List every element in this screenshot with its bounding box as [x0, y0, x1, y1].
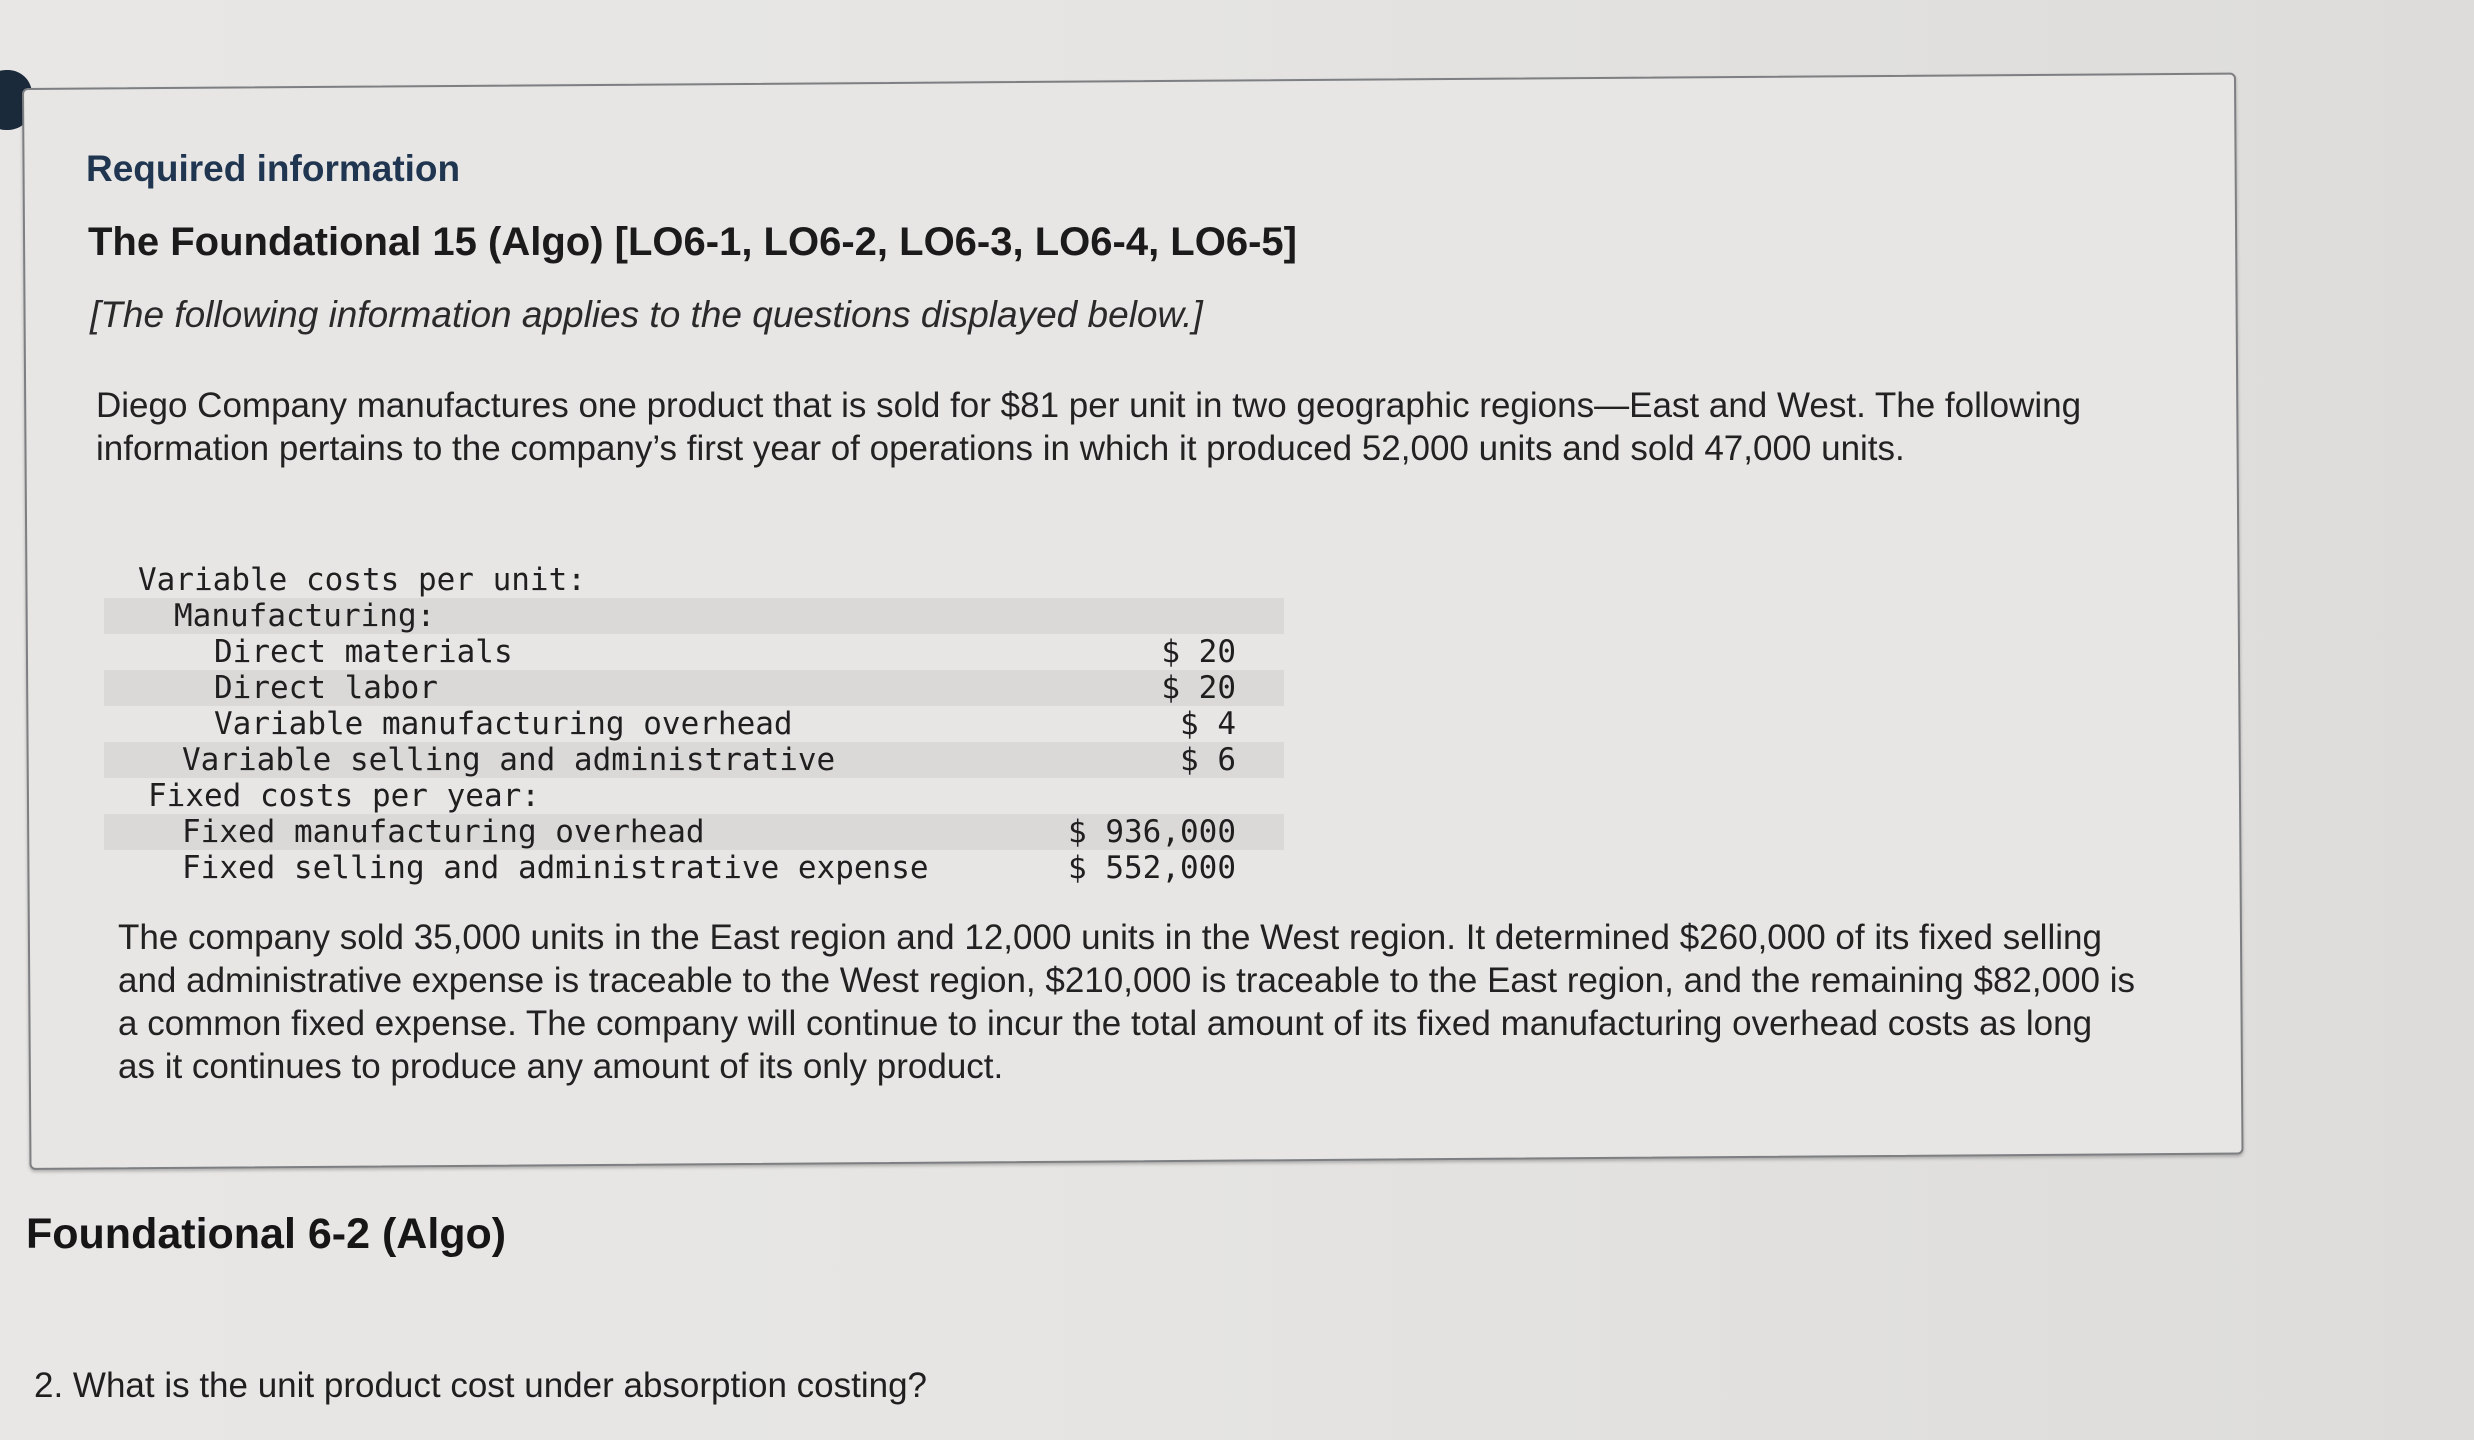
table-row-variable-selling-admin	[104, 742, 1284, 778]
intro-paragraph: Diego Company manufactures one product that is sold for $81 per unit in two geographic regions—East and West. The following information pertains to the company’s first year of operations in which it produced 52,000 units and sold 47,000 units.	[96, 386, 2082, 468]
variable-selling-admin-value: $ 6	[1180, 742, 1236, 778]
variable-costs-heading: Variable costs per unit:	[138, 562, 586, 598]
table-row-fixed-heading	[104, 778, 1284, 814]
variable-selling-admin-label: Variable selling and administrative	[182, 742, 836, 778]
table-row-variable-mfg-overhead	[104, 706, 1284, 742]
cost-table	[104, 562, 1284, 886]
direct-labor-label: Direct labor	[214, 670, 438, 706]
table-row-direct-materials	[104, 634, 1284, 670]
required-information-label: Required information	[86, 148, 461, 189]
fixed-mfg-overhead-value: $ 936,000	[1068, 814, 1236, 850]
table-row-fixed-mfg-overhead	[104, 814, 1284, 850]
fixed-selling-admin-label: Fixed selling and administrative expense	[182, 850, 929, 886]
table-row-variable-heading	[104, 562, 1284, 598]
fixed-costs-heading: Fixed costs per year:	[148, 778, 540, 814]
question-text: 2. What is the unit product cost under absorption costing?	[34, 1366, 928, 1405]
section-heading: Foundational 6-2 (Algo)	[26, 1210, 507, 1258]
fixed-mfg-overhead-label: Fixed manufacturing overhead	[182, 814, 705, 850]
table-row-fixed-selling-admin	[104, 850, 1284, 886]
applies-note: [The following information applies to the questions displayed below.]	[90, 294, 1203, 335]
fixed-selling-admin-value: $ 552,000	[1068, 850, 1236, 886]
direct-materials-value: $ 20	[1161, 634, 1236, 670]
direct-materials-label: Direct materials	[214, 634, 513, 670]
variable-mfg-overhead-value: $ 4	[1180, 706, 1236, 742]
table-row-manufacturing	[104, 598, 1284, 634]
foundational-title: The Foundational 15 (Algo) [LO6-1, LO6-2, LO6-3, LO6-4, LO6-5]	[88, 220, 1297, 264]
manufacturing-heading: Manufacturing:	[174, 598, 436, 634]
direct-labor-value: $ 20	[1161, 670, 1236, 706]
regions-paragraph: The company sold 35,000 units in the East region and 12,000 units in the West region. It determined $260,000 of its fixed selling and administrative expense is traceable to the West region, $210,000 is traceable to the East region, and the remaining $82,000 is a common fixed expense. The company will continue to incur the total amount of its fixed manufacturing overhead costs as long as it continues to produce any amount of its only product.	[118, 918, 2135, 1086]
table-row-direct-labor	[104, 670, 1284, 706]
variable-mfg-overhead-label: Variable manufacturing overhead	[214, 706, 793, 742]
